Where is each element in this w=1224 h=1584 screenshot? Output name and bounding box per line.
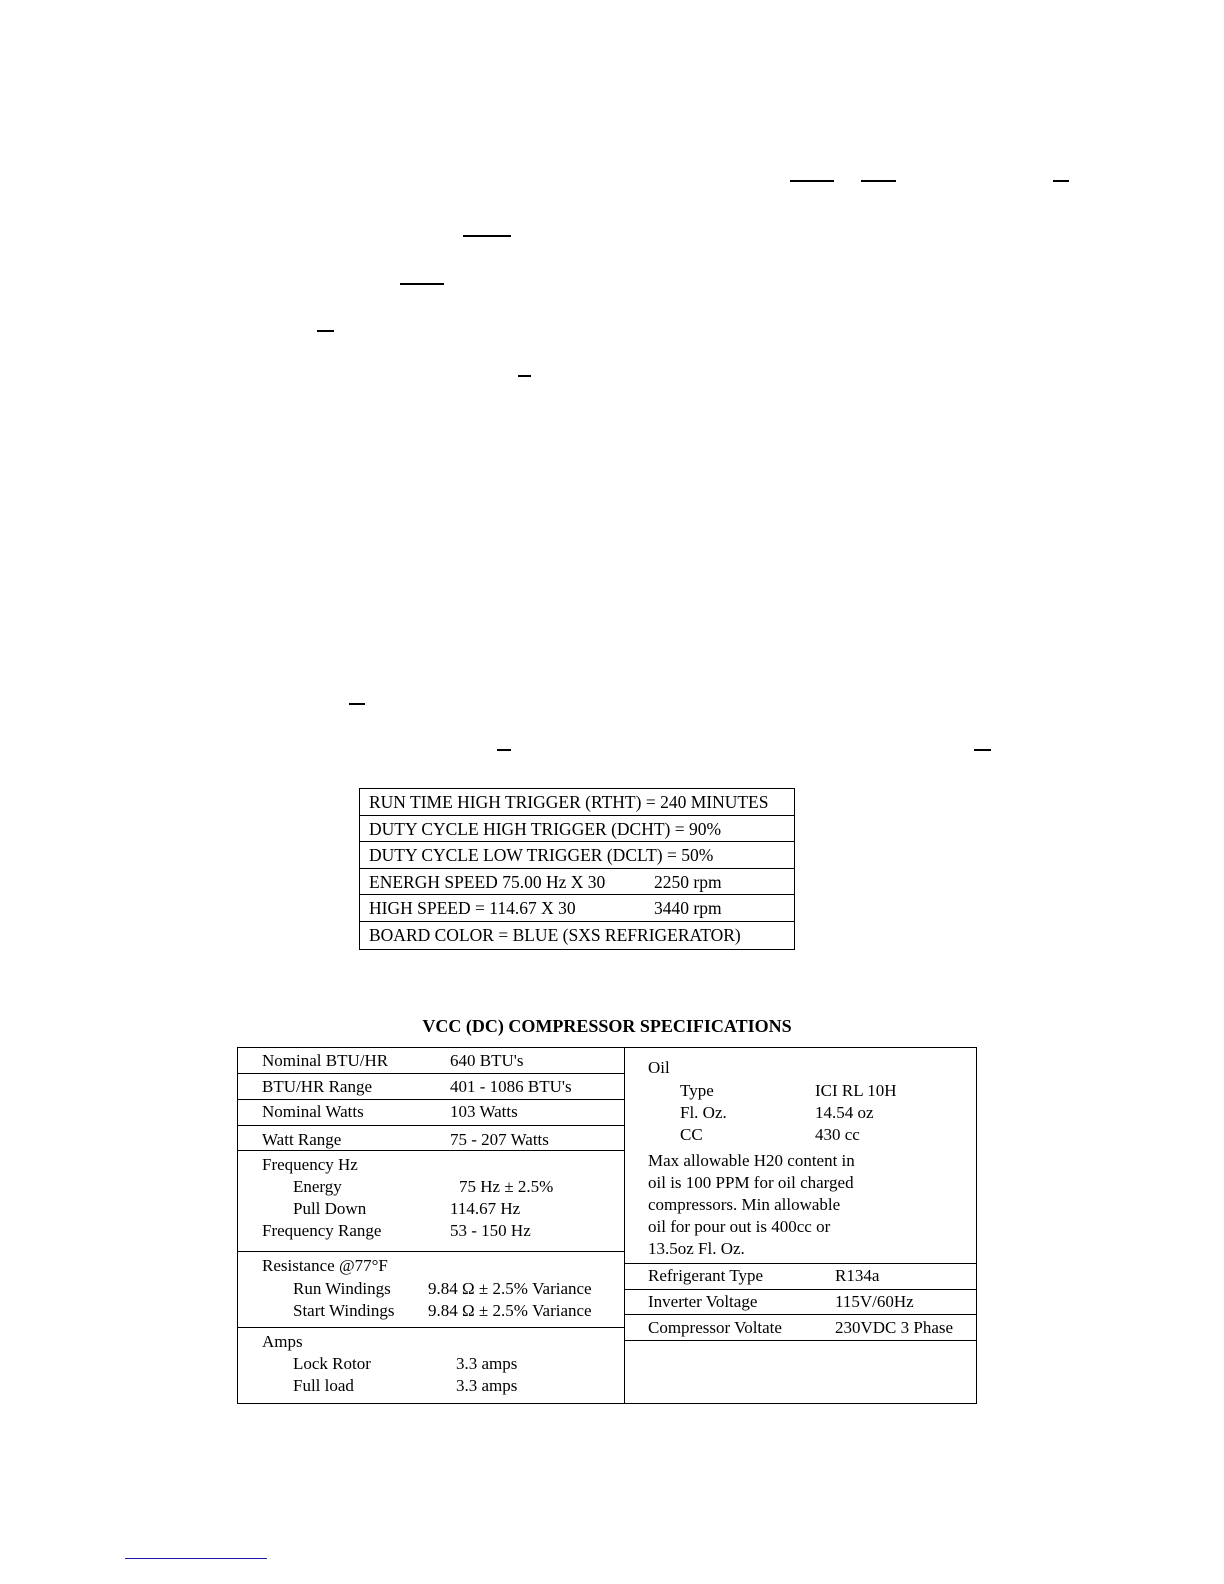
spec-value: 75 - 207 Watts [450,1130,549,1149]
trigger-row [360,869,794,896]
underline-mark [497,749,511,751]
underline-mark [349,703,365,705]
trigger-label: DUTY CYCLE LOW TRIGGER (DCLT) = 50% [369,845,714,866]
spec-label: Nominal BTU/HR [262,1051,389,1070]
spec-label: Fl. Oz. [680,1103,727,1122]
spec-value: 230VDC 3 Phase [835,1318,954,1337]
trigger-rpm: 2250 rpm [654,871,722,892]
trigger-row [360,922,794,949]
spec-label: Refrigerant Type [648,1266,764,1285]
trigger-label: ENERGH SPEED 75.00 Hz X 30 [369,871,606,892]
spec-heading: Amps [262,1332,303,1351]
spec-oil [625,1048,976,1264]
spec-empty-cell [625,1341,976,1401]
underline-mark [1053,180,1069,182]
spec-btu-range [238,1074,624,1100]
spec-value: R134a [835,1266,880,1285]
spec-label: Type [680,1081,714,1100]
spec-label: Pull Down [293,1199,367,1218]
specs-title: VCC (DC) COMPRESSOR SPECIFICATIONS [422,1016,792,1036]
trigger-label: HIGH SPEED = 114.67 X 30 [369,898,576,919]
trigger-table [359,788,795,950]
spec-value: 430 cc [815,1125,860,1144]
underline-mark [790,180,834,182]
underline-mark [400,283,444,285]
underline-mark [463,235,511,237]
oil-note-line: oil is 100 PPM for oil charged [648,1173,854,1192]
spec-compressor-voltage [625,1315,976,1341]
spec-value: 14.54 oz [815,1103,874,1122]
trigger-row [360,816,794,843]
spec-label: Watt Range [262,1130,342,1149]
spec-watt-range [238,1126,624,1151]
spec-frequency [238,1151,624,1252]
spec-label: CC [680,1125,703,1144]
trigger-row [360,789,794,816]
spec-value: 640 BTU's [450,1051,524,1070]
spec-value: 75 Hz ± 2.5% [459,1177,554,1196]
spec-label: Run Windings [293,1279,391,1298]
oil-note-line: oil for pour out is 400cc or [648,1217,831,1236]
spec-value: 3.3 amps [456,1354,518,1373]
spec-refrigerant [625,1264,976,1290]
spec-value: 401 - 1086 BTU's [450,1077,572,1096]
trigger-rpm: 3440 rpm [654,898,722,919]
spec-resistance [238,1252,624,1328]
spec-label: Frequency Range [262,1221,382,1240]
spec-value: 114.67 Hz [450,1199,521,1218]
spec-label: Energy [293,1177,342,1196]
oil-note-line: 13.5oz Fl. Oz. [648,1239,745,1258]
spec-label: Nominal Watts [262,1102,364,1121]
trigger-row [360,842,794,869]
spec-label: Full load [293,1376,354,1395]
spec-heading: Frequency Hz [262,1155,358,1174]
underline-mark [861,180,896,182]
spec-value: 103 Watts [450,1102,518,1121]
spec-value: ICI RL 10H [815,1081,897,1100]
underline-mark [317,330,334,332]
oil-note-line: Max allowable H20 content in [648,1151,855,1170]
spec-label: BTU/HR Range [262,1077,373,1096]
trigger-row [360,895,794,922]
underline-mark [974,749,991,751]
spec-value: 9.84 Ω ± 2.5% Variance [428,1279,592,1298]
trigger-label: RUN TIME HIGH TRIGGER (RTHT) = 240 MINUTES [369,792,769,812]
spec-value: 3.3 amps [456,1376,518,1395]
trigger-label: DUTY CYCLE HIGH TRIGGER (DCHT) = 90% [369,818,722,839]
footnote-separator [125,1558,267,1559]
spec-nominal-btu [238,1048,624,1074]
spec-amps [238,1328,624,1403]
specs-left-column [238,1048,625,1403]
spec-label: Compressor Voltate [648,1318,782,1337]
spec-heading: Oil [648,1058,670,1077]
spec-label: Lock Rotor [293,1354,371,1373]
spec-heading: Resistance @77°F [262,1256,388,1275]
spec-nominal-watts [238,1100,624,1126]
spec-label: Start Windings [293,1301,395,1320]
specs-right-column [625,1048,976,1403]
spec-value: 53 - 150 Hz [450,1221,531,1240]
spec-value: 9.84 Ω ± 2.5% Variance [428,1301,592,1320]
trigger-label: BOARD COLOR = BLUE (SXS REFRIGERATOR) [369,924,741,945]
underline-mark [518,375,531,377]
specs-table [237,1047,977,1404]
spec-inverter-voltage [625,1290,976,1315]
oil-note-line: compressors. Min allowable [648,1195,841,1214]
spec-value: 115V/60Hz [835,1292,914,1311]
spec-label: Inverter Voltage [648,1292,758,1311]
